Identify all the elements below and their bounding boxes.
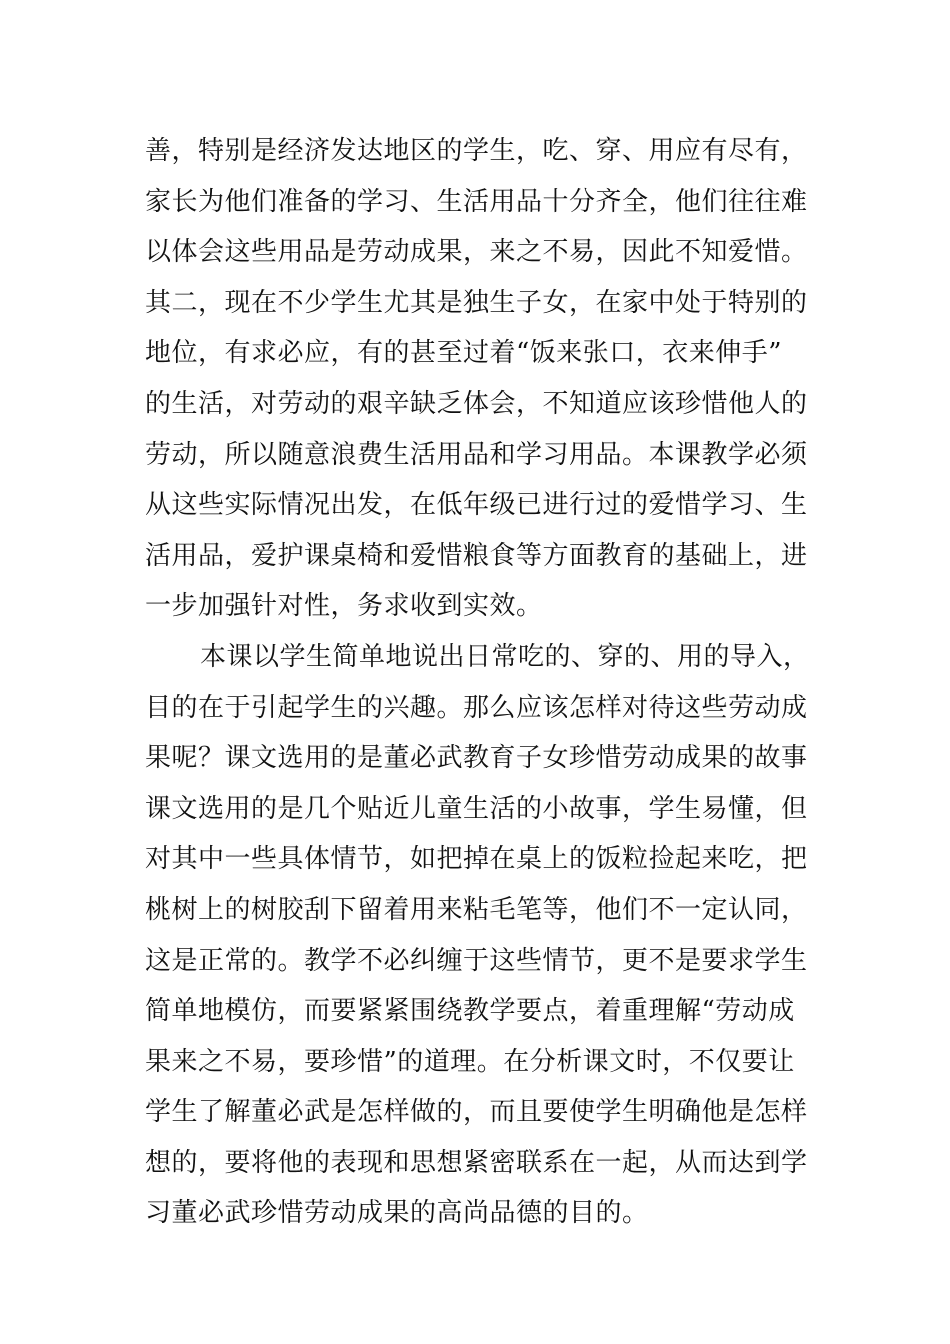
text-line: 活用品，爱护课桌椅和爱惜粮食等方面教育的基础上，进: [145, 540, 808, 571]
text-line: 劳动，所以随意浪费生活用品和学习用品。本课教学必须: [145, 439, 808, 470]
text-line: 果呢？课文选用的是董必武教育子女珍惜劳动成果的故事: [145, 743, 808, 774]
text-line: 桃树上的树胶刮下留着用来粘毛笔等，他们不一定认同，: [145, 894, 808, 925]
text-line: 习董必武珍惜劳动成果的高尚品德的目的。: [145, 1198, 649, 1229]
text-line: 善，特别是经济发达地区的学生，吃、穿、用应有尽有，: [145, 136, 808, 166]
text-line: 从这些实际情况出发，在低年级已进行过的爱惜学习、生: [145, 490, 808, 521]
paragraph-2: [145, 632, 815, 1239]
text-line: 学生了解董必武是怎样做的，而且要使学生明确他是怎样: [145, 1097, 808, 1128]
text-line: 这是正常的。教学不必纠缠于这些情节，更不是要求学生: [145, 945, 808, 976]
text-line: 其二，现在不少学生尤其是独生子女，在家中处于特别的: [145, 287, 808, 318]
text-line: 课文选用的是几个贴近儿童生活的小故事，学生易懂，但: [145, 793, 808, 824]
text-line: 想的，要将他的表现和思想紧密联系在一起，从而达到学: [145, 1147, 808, 1178]
text-line: 一步加强针对性，务求收到实效。: [145, 591, 543, 622]
text-line: 对其中一些具体情节，如把掉在桌上的饭粒捡起来吃，把: [145, 844, 808, 875]
text-line: 的生活，对劳动的艰辛缺乏体会，不知道应该珍惜他人的: [145, 388, 808, 419]
body-text: [145, 126, 815, 1239]
text-line: 家长为他们准备的学习、生活用品十分齐全，他们往往难: [145, 186, 808, 217]
text-line: 简单地模仿，而要紧紧围绕教学要点，着重理解“劳动成: [145, 996, 795, 1027]
text-line: 果来之不易，要珍惜”的道理。在分析课文时，不仅要让: [145, 1046, 795, 1077]
text-line: 以体会这些用品是劳动成果，来之不易，因此不知爱惜。: [145, 237, 808, 268]
text-line: 地位，有求必应，有的甚至过着“饭来张口，衣来伸手”: [145, 338, 783, 369]
text-line: 目的在于引起学生的兴趣。那么应该怎样对待这些劳动成: [145, 692, 808, 723]
text-line: 本课以学生简单地说出日常吃的、穿的、用的导入，: [200, 641, 810, 672]
paragraph-1: [145, 126, 815, 632]
